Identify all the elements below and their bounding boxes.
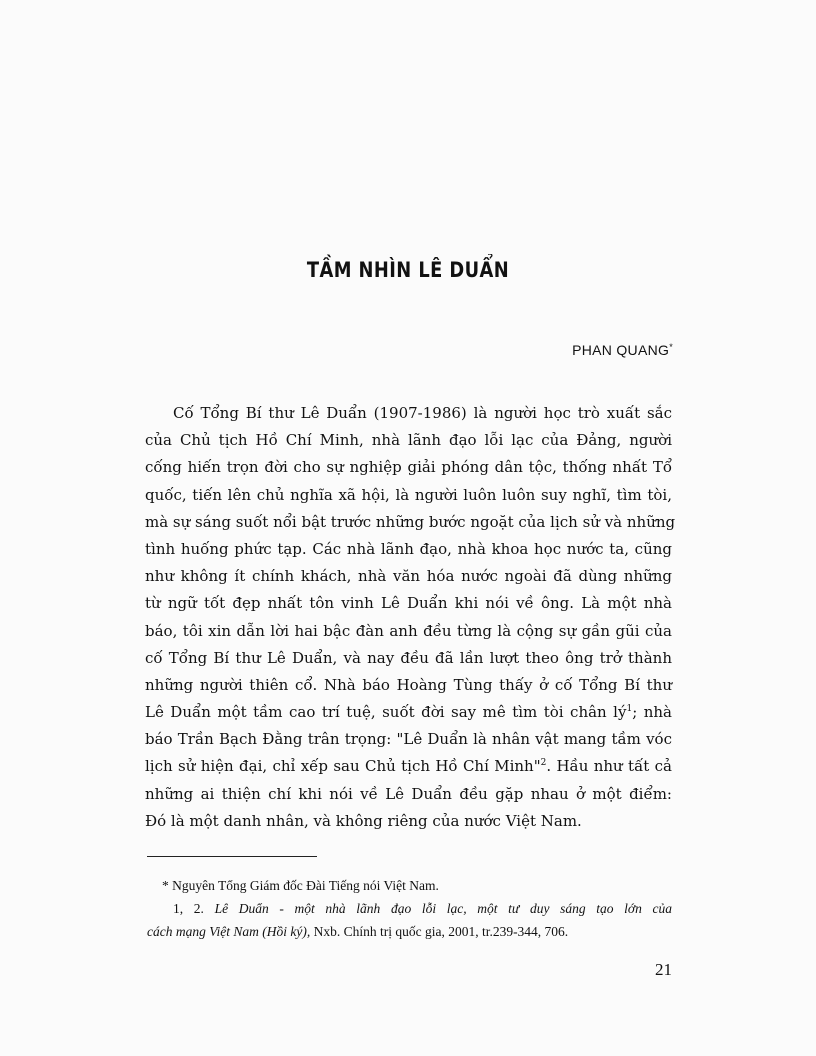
- body-line: cố Tổng Bí thư Lê Duẩn, và nay đều đã lần lượt theo ông trở thành: [145, 648, 672, 667]
- author-footnote-mark: *: [669, 342, 673, 352]
- body-line: tình huống phức tạp. Các nhà lãnh đạo, nhà khoa học nước ta, cũng: [145, 539, 672, 558]
- footnote-author: * Nguyên Tổng Giám đốc Đài Tiếng nói Việt Nam.: [162, 878, 439, 893]
- body-line: Đó là một danh nhân, và không riêng của nước Việt Nam.: [145, 811, 582, 830]
- body-line: [145, 699, 672, 726]
- footnote-ref-2: 2: [540, 758, 547, 769]
- footnote-label: 1, 2.: [173, 901, 204, 916]
- body-line: cống hiến trọn đời cho sự nghiệp giải phóng dân tộc, thống nhất Tổ: [145, 458, 672, 477]
- body-line-tail: ; nhà: [632, 703, 672, 722]
- body-line: báo Trần Bạch Đằng trân trọng: "Lê Duẩn là nhân vật mang tầm vóc: [145, 730, 672, 749]
- footnote-ref-1: 1: [626, 704, 633, 715]
- footnote-divider: [147, 856, 317, 857]
- body-paragraph: [145, 400, 676, 835]
- footnote-source-cont: [147, 920, 672, 943]
- footnotes: [147, 874, 672, 943]
- body-line: [145, 753, 672, 780]
- body-line: như không ít chính khách, nhà văn hóa nước ngoài đã dùng những: [145, 567, 672, 586]
- author-byline: [572, 342, 673, 358]
- body-line: của Chủ tịch Hồ Chí Minh, nhà lãnh đạo lỗi lạc của Đảng, người: [145, 431, 672, 450]
- page-number: 21: [655, 960, 672, 979]
- page-title: TẦM NHÌN LÊ DUẨN: [306, 258, 510, 282]
- body-line: những ai thiện chí khi nói về Lê Duẩn đều gặp nhau ở một điểm:: [145, 784, 672, 803]
- body-line: mà sự sáng suốt nổi bật trước những bước ngoặt của lịch sử và những: [145, 512, 676, 531]
- body-line-text: Lê Duẩn một tầm cao trí tuệ, suốt đời say mê tìm tòi chân lý: [145, 703, 627, 722]
- body-line: Cố Tổng Bí thư Lê Duẩn (1907-1986) là người học trò xuất sắc: [173, 404, 672, 422]
- body-line: báo, tôi xin dẫn lời hai bậc đàn anh đều từng là cộng sự gần gũi của: [145, 621, 672, 640]
- footnote-book-title-cont: cách mạng Việt Nam (Hồi ký),: [147, 924, 311, 939]
- body-line: từ ngữ tốt đẹp nhất tôn vinh Lê Duẩn khi nói về ông. Là một nhà: [145, 594, 672, 613]
- footnote-book-title: Lê Duẩn - một nhà lãnh đạo lỗi lạc, một tư duy sáng tạo lớn của: [214, 901, 672, 916]
- body-line-text: lịch sử hiện đại, chỉ xếp sau Chủ tịch Hồ Chí Minh": [145, 757, 541, 776]
- body-line-tail: . Hầu như tất cả: [546, 757, 672, 776]
- body-line: những người thiên cổ. Nhà báo Hoàng Tùng thấy ở cố Tổng Bí thư: [145, 675, 672, 694]
- footnote-publisher: Nxb. Chính trị quốc gia, 2001, tr.239-344, 706.: [313, 924, 569, 939]
- footnote-source: [147, 897, 672, 920]
- author-name: PHAN QUANG: [572, 342, 670, 358]
- body-line: quốc, tiến lên chủ nghĩa xã hội, là người luôn luôn suy nghĩ, tìm tòi,: [145, 485, 672, 504]
